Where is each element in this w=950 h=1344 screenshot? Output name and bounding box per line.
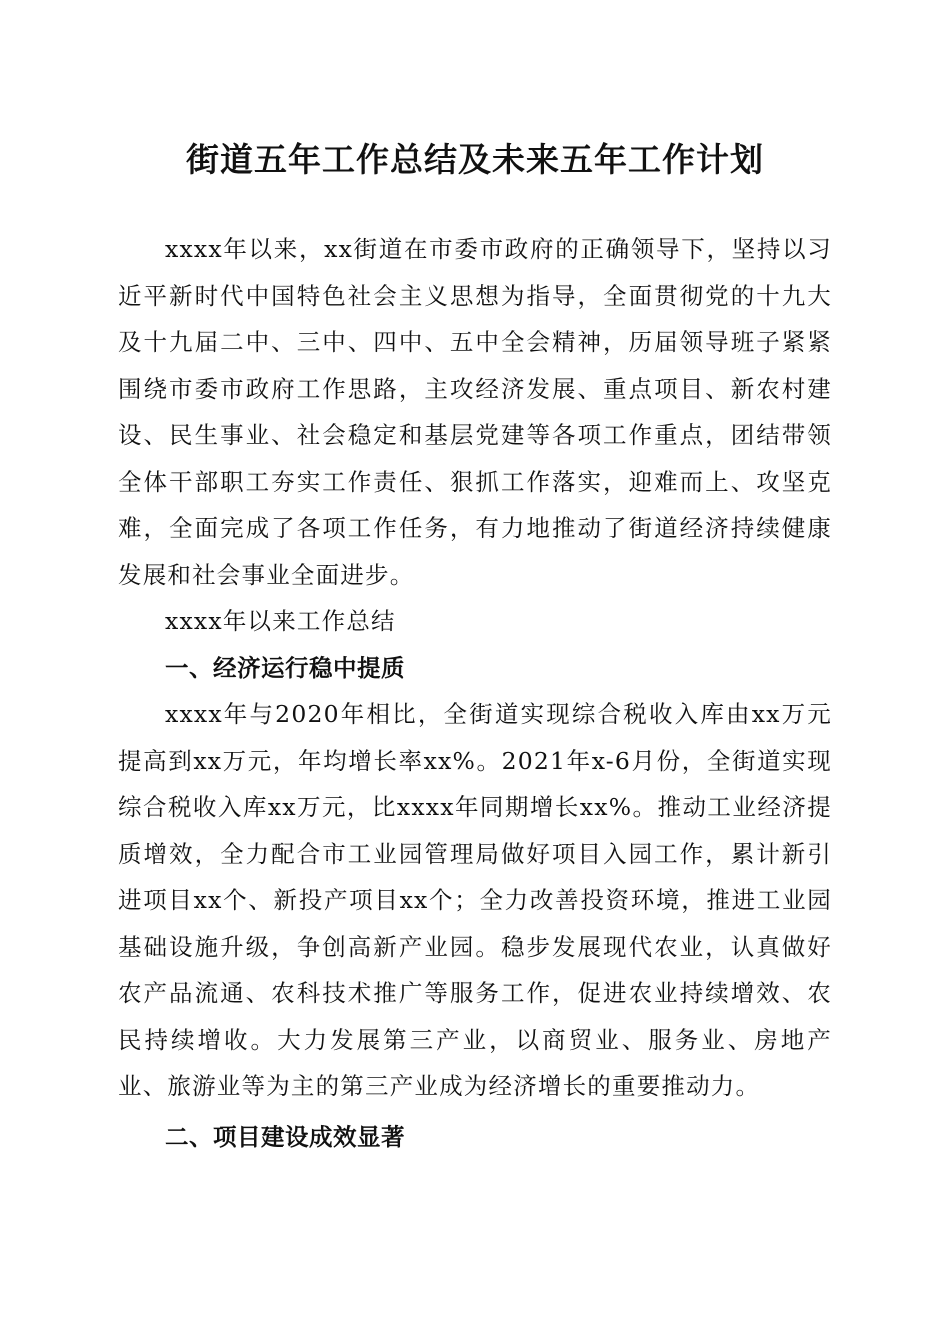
summary-label: xxxx年以来工作总结 — [165, 607, 396, 635]
document-body — [118, 226, 832, 1160]
section-1-paragraph: xxxx年与2020年相比，全街道实现综合税收入库由xx万元提高到xx万元，年均增长率xx%。2021年x-6月份，全街道实现综合税收入库xx万元，比xxxx年同期增长xx%。推动工业经济提质增效，全力配合市工业园管理局做好项目入园工作，累计新引进项目xx个、新投产项目xx个；全力改善投资环境，推进工业园基础设施升级，争创高新产业园。稳步发展现代农业，认真做好农产品流通、农科技术推广等服务工作，促进农业持续增效、农民持续增收。大力发展第三产业，以商贸业、服务业、房地产业、旅游业等为主的第三产业成为经济增长的重要推动力。 — [118, 700, 832, 1100]
intro-paragraph: xxxx年以来，xx街道在市委市政府的正确领导下，坚持以习近平新时代中国特色社会主义思想为指导，全面贯彻党的十九大及十九届二中、三中、四中、五中全会精神，历届领导班子紧紧围绕市委市政府工作思路，主攻经济发展、重点项目、新农村建设、民生事业、社会稳定和基层党建等各项工作重点，团结带领全体干部职工夯实工作责任、狠抓工作落实，迎难而上、攻坚克难，全面完成了各项工作任务，有力地推动了街道经济持续健康发展和社会事业全面进步。 — [118, 235, 832, 589]
section-2-heading: 二、项目建设成效显著 — [165, 1122, 405, 1151]
document-title: 街道五年工作总结及未来五年工作计划 — [186, 140, 764, 179]
section-1-heading: 一、经济运行稳中提质 — [165, 653, 405, 682]
